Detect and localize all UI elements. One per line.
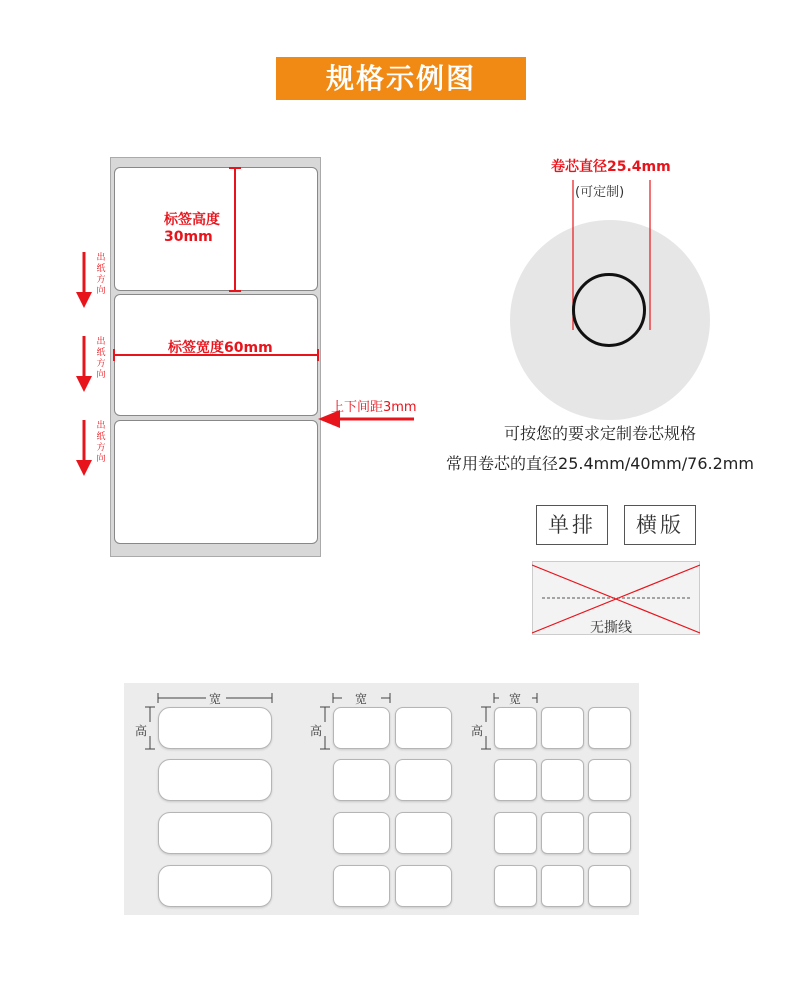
label-height-line1: 标签高度 bbox=[164, 212, 220, 228]
core-custom-label: (可定制) bbox=[575, 185, 625, 200]
grid-width-label-2: 宽 bbox=[355, 692, 368, 706]
core-description-line2: 常用卷芯的直径25.4mm/40mm/76.2mm bbox=[446, 454, 754, 473]
grid-width-label-3: 宽 bbox=[509, 692, 522, 706]
label-width-text: 标签宽度60mm bbox=[168, 340, 273, 356]
no-tear-text: 无撕线 bbox=[590, 620, 632, 636]
grid-width-label-1: 宽 bbox=[209, 692, 222, 706]
feed-direction-text-3: 出纸方向 bbox=[96, 421, 106, 464]
feed-direction-text-2: 出纸方向 bbox=[96, 337, 106, 380]
single-row-tag: 单排 bbox=[536, 505, 608, 545]
landscape-tag: 横版 bbox=[624, 505, 696, 545]
gap-text: 上下间距3mm bbox=[331, 400, 417, 415]
page-title: 规格示例图 bbox=[276, 57, 526, 100]
feed-direction-text-1: 出纸方向 bbox=[96, 253, 106, 296]
grid-height-label-3: 高 bbox=[471, 724, 484, 738]
core-description-line1: 可按您的要求定制卷芯规格 bbox=[503, 424, 696, 443]
grid-height-label-1: 高 bbox=[135, 724, 148, 738]
label-height-line2: 30mm bbox=[164, 229, 213, 245]
grid-height-label-2: 高 bbox=[310, 724, 323, 738]
core-diameter-label: 卷芯直径25.4mm bbox=[551, 159, 671, 175]
